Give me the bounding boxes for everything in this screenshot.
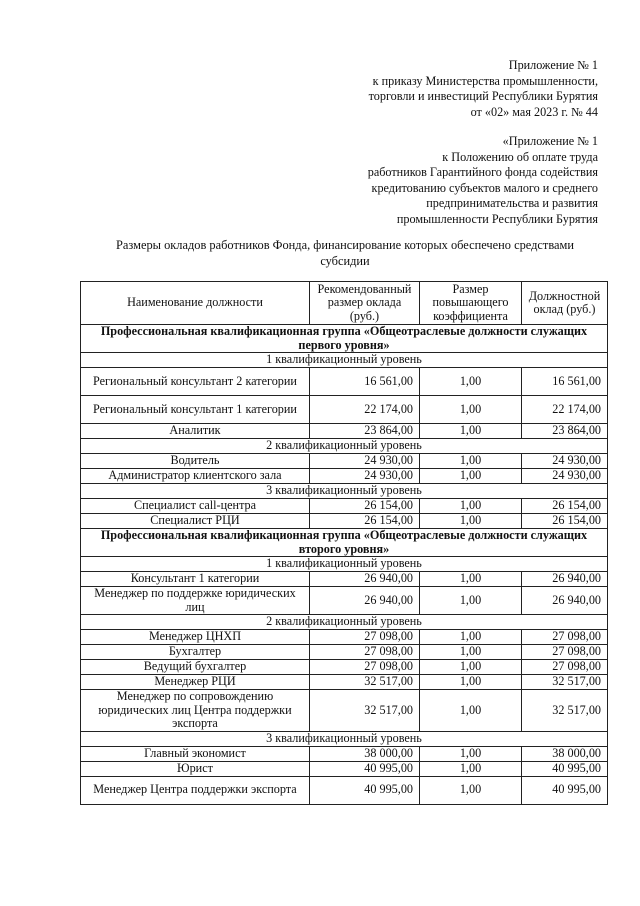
official-salary: 40 995,00: [522, 761, 608, 776]
position-name: Консультант 1 категории: [81, 572, 310, 587]
table-row: [81, 368, 608, 396]
coefficient: 1,00: [420, 660, 522, 675]
position-name: Менеджер Центра поддержки экспорта: [81, 776, 310, 804]
position-name: Менеджер РЦИ: [81, 675, 310, 690]
table-body: [81, 325, 608, 805]
position-name: Региональный консультант 2 категории: [81, 368, 310, 396]
position-name: Аналитик: [81, 424, 310, 439]
regulation-line: предпринимательства и развития: [426, 196, 598, 210]
column-header-coefficient: Размер повышающего коэффициента: [420, 282, 522, 325]
recommended-salary: 16 561,00: [310, 368, 420, 396]
table-row: [81, 645, 608, 660]
qualification-level-row: [81, 731, 608, 746]
coefficient: 1,00: [420, 587, 522, 615]
qualification-level-row: [81, 615, 608, 630]
order-line: Приложение № 1: [508, 58, 598, 72]
official-salary: 26 154,00: [522, 514, 608, 529]
order-line: торговли и инвестиций Республики Бурятия: [368, 89, 598, 103]
table-row: [81, 396, 608, 424]
position-name: Менеджер по сопровождению юридических лиц Центра поддержки экспорта: [81, 690, 310, 732]
position-name: Администратор клиентского зала: [81, 469, 310, 484]
official-salary: 27 098,00: [522, 630, 608, 645]
coefficient: 1,00: [420, 630, 522, 645]
table-row: [81, 746, 608, 761]
coefficient: 1,00: [420, 572, 522, 587]
order-line: к приказу Министерства промышленности,: [372, 73, 598, 88]
recommended-salary: 38 000,00: [310, 746, 420, 761]
position-name: Бухгалтер: [81, 645, 310, 660]
regulation-reference: [368, 134, 598, 227]
recommended-salary: 24 930,00: [310, 454, 420, 469]
official-salary: 24 930,00: [522, 454, 608, 469]
recommended-salary: 27 098,00: [310, 630, 420, 645]
table-row: [81, 761, 608, 776]
table-row: [81, 514, 608, 529]
official-salary: 26 154,00: [522, 499, 608, 514]
qualification-group-row: [81, 325, 608, 353]
coefficient: 1,00: [420, 645, 522, 660]
official-salary: 24 930,00: [522, 469, 608, 484]
regulation-line: «Приложение № 1: [502, 134, 598, 148]
table-row: [81, 454, 608, 469]
regulation-line: к Положению об оплате труда: [442, 149, 598, 164]
recommended-salary: 26 940,00: [310, 572, 420, 587]
level-title: 2 квалификационный уровень: [81, 615, 608, 630]
official-salary: 22 174,00: [522, 396, 608, 424]
table-row: [81, 630, 608, 645]
coefficient: 1,00: [420, 776, 522, 804]
official-salary: 26 940,00: [522, 572, 608, 587]
level-title: 1 квалификационный уровень: [81, 353, 608, 368]
column-header-recommended-salary: Рекомендованный размер оклада (руб.): [310, 282, 420, 325]
coefficient: 1,00: [420, 761, 522, 776]
column-header-position: Наименование должности: [81, 282, 310, 325]
group-title: Профессиональная квалификационная группа «Общеотраслевые должности служащих первого уровня»: [81, 325, 608, 353]
coefficient: 1,00: [420, 424, 522, 439]
coefficient: 1,00: [420, 368, 522, 396]
position-name: Специалист call-центра: [81, 499, 310, 514]
table-row: [81, 675, 608, 690]
level-title: 3 квалификационный уровень: [81, 484, 608, 499]
coefficient: 1,00: [420, 454, 522, 469]
position-name: Юрист: [81, 761, 310, 776]
official-salary: 16 561,00: [522, 368, 608, 396]
regulation-line: кредитованию субъектов малого и среднего: [371, 180, 598, 195]
coefficient: 1,00: [420, 499, 522, 514]
table-header-row: [81, 282, 608, 325]
position-name: Специалист РЦИ: [81, 514, 310, 529]
table-row: [81, 572, 608, 587]
level-title: 1 квалификационный уровень: [81, 557, 608, 572]
table-row: [81, 587, 608, 615]
salary-table: [80, 281, 608, 805]
position-name: Ведущий бухгалтер: [81, 660, 310, 675]
official-salary: 38 000,00: [522, 746, 608, 761]
recommended-salary: 32 517,00: [310, 690, 420, 732]
official-salary: 40 995,00: [522, 776, 608, 804]
recommended-salary: 22 174,00: [310, 396, 420, 424]
order-line: от «02» мая 2023 г. № 44: [470, 104, 598, 119]
table-row: [81, 660, 608, 675]
title-line: Размеры окладов работников Фонда, финансирование которых обеспечено средствами: [116, 238, 574, 252]
recommended-salary: 40 995,00: [310, 776, 420, 804]
qualification-level-row: [81, 557, 608, 572]
coefficient: 1,00: [420, 469, 522, 484]
order-reference: [369, 58, 598, 120]
qualification-level-row: [81, 439, 608, 454]
recommended-salary: 27 098,00: [310, 645, 420, 660]
recommended-salary: 27 098,00: [310, 660, 420, 675]
table-row: [81, 690, 608, 732]
coefficient: 1,00: [420, 690, 522, 732]
coefficient: 1,00: [420, 746, 522, 761]
recommended-salary: 40 995,00: [310, 761, 420, 776]
recommended-salary: 26 154,00: [310, 499, 420, 514]
qualification-level-row: [81, 353, 608, 368]
official-salary: 27 098,00: [522, 660, 608, 675]
table-row: [81, 776, 608, 804]
level-title: 3 квалификационный уровень: [81, 731, 608, 746]
recommended-salary: 32 517,00: [310, 675, 420, 690]
table-row: [81, 499, 608, 514]
group-title: Профессиональная квалификационная группа «Общеотраслевые должности служащих второго уровня»: [81, 529, 608, 557]
official-salary: 27 098,00: [522, 645, 608, 660]
qualification-level-row: [81, 484, 608, 499]
official-salary: 23 864,00: [522, 424, 608, 439]
coefficient: 1,00: [420, 396, 522, 424]
regulation-line: работников Гарантийного фонда содействия: [367, 165, 598, 179]
document-title: [100, 238, 590, 269]
official-salary: 26 940,00: [522, 587, 608, 615]
official-salary: 32 517,00: [522, 675, 608, 690]
position-name: Главный экономист: [81, 746, 310, 761]
position-name: Менеджер по поддержке юридических лиц: [81, 587, 310, 615]
position-name: Менеджер ЦНХП: [81, 630, 310, 645]
recommended-salary: 26 940,00: [310, 587, 420, 615]
position-name: Региональный консультант 1 категории: [81, 396, 310, 424]
title-line: субсидии: [320, 253, 370, 268]
official-salary: 32 517,00: [522, 690, 608, 732]
table-row: [81, 469, 608, 484]
recommended-salary: 23 864,00: [310, 424, 420, 439]
table-row: [81, 424, 608, 439]
column-header-official-salary: Должностной оклад (руб.): [522, 282, 608, 325]
coefficient: 1,00: [420, 514, 522, 529]
coefficient: 1,00: [420, 675, 522, 690]
recommended-salary: 24 930,00: [310, 469, 420, 484]
qualification-group-row: [81, 529, 608, 557]
recommended-salary: 26 154,00: [310, 514, 420, 529]
regulation-line: промышленности Республики Бурятия: [396, 211, 598, 226]
position-name: Водитель: [81, 454, 310, 469]
level-title: 2 квалификационный уровень: [81, 439, 608, 454]
